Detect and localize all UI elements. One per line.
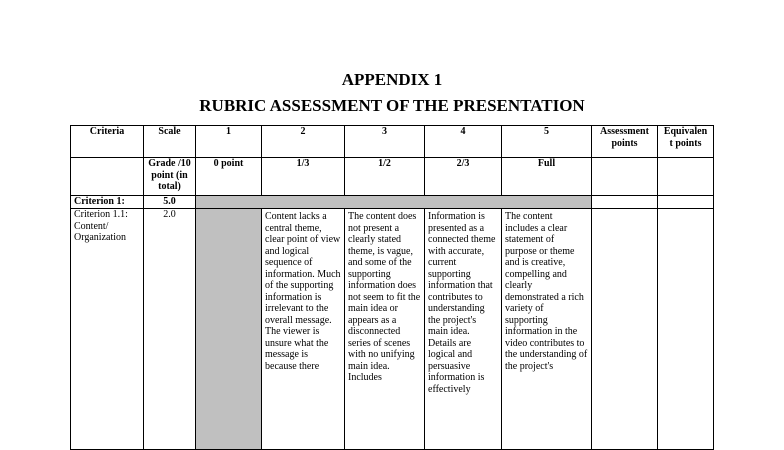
header-level-4: 4	[425, 126, 502, 158]
header-level-5: 5	[502, 126, 592, 158]
subheader-level-5: Full	[502, 158, 592, 196]
subheader-level-1: 0 point	[196, 158, 262, 196]
header-level-1: 1	[196, 126, 262, 158]
criterion-1-1-level-4: Information is presented as a connected theme with accurate, current supporting information that contributes to understanding the project's main idea. Details are logical and persuasive information is effectively	[425, 209, 502, 450]
rubric-table	[70, 125, 714, 450]
criterion-1-value: 5.0	[144, 196, 196, 209]
criterion-1-1-label: Criterion 1.1: Content/ Organization	[71, 209, 144, 450]
criterion-1-assessment	[592, 196, 658, 209]
criterion-1-equivalent	[658, 196, 714, 209]
header-row	[71, 126, 714, 158]
criterion-1-row	[71, 196, 714, 209]
appendix-title: APPENDIX 1	[341, 70, 443, 89]
subheader-assessment-empty	[592, 158, 658, 196]
header-level-3: 3	[345, 126, 425, 158]
criterion-1-1-value: 2.0	[144, 209, 196, 450]
subheader-scale: Grade /10 point (in total)	[144, 158, 196, 196]
criterion-1-shaded-cell	[196, 196, 592, 209]
criterion-1-1-level-2: Content lacks a central theme, clear point of view and logical sequence of information. Much of the supporting information is irrelevant to the overall message. The viewer is unsure what the message is because there	[262, 209, 345, 450]
subheader-equivalent-empty	[658, 158, 714, 196]
criterion-1-1-level-3: The content does not present a clearly stated theme, is vague, and some of the supporting information does not seem to fit the main idea or appears as a disconnected series of scenes with no unifying main idea. Includes	[345, 209, 425, 450]
header-assessment-points: Assessment points	[592, 126, 658, 158]
criterion-1-label: Criterion 1:	[71, 196, 144, 209]
criterion-1-1-level-1	[196, 209, 262, 450]
criterion-1-1-equivalent	[658, 209, 714, 450]
subheader-level-3: 1/2	[345, 158, 425, 196]
subheader-empty	[71, 158, 144, 196]
header-scale: Scale	[144, 126, 196, 158]
subheader-row	[71, 158, 714, 196]
rubric-title: RUBRIC ASSESSMENT OF THE PRESENTATION	[199, 96, 585, 115]
header-level-2: 2	[262, 126, 345, 158]
criterion-1-1-row	[71, 209, 714, 450]
subheader-level-2: 1/3	[262, 158, 345, 196]
header-criteria: Criteria	[71, 126, 144, 158]
criterion-1-1-level-5: The content includes a clear statement of purpose or theme and is creative, compelling and clearly demonstrated a rich variety of supporting information in the video contributes to the understanding of the project's	[502, 209, 592, 450]
criterion-1-1-assessment	[592, 209, 658, 450]
header-equivalent-points: Equivalen t points	[658, 126, 714, 158]
subheader-level-4: 2/3	[425, 158, 502, 196]
